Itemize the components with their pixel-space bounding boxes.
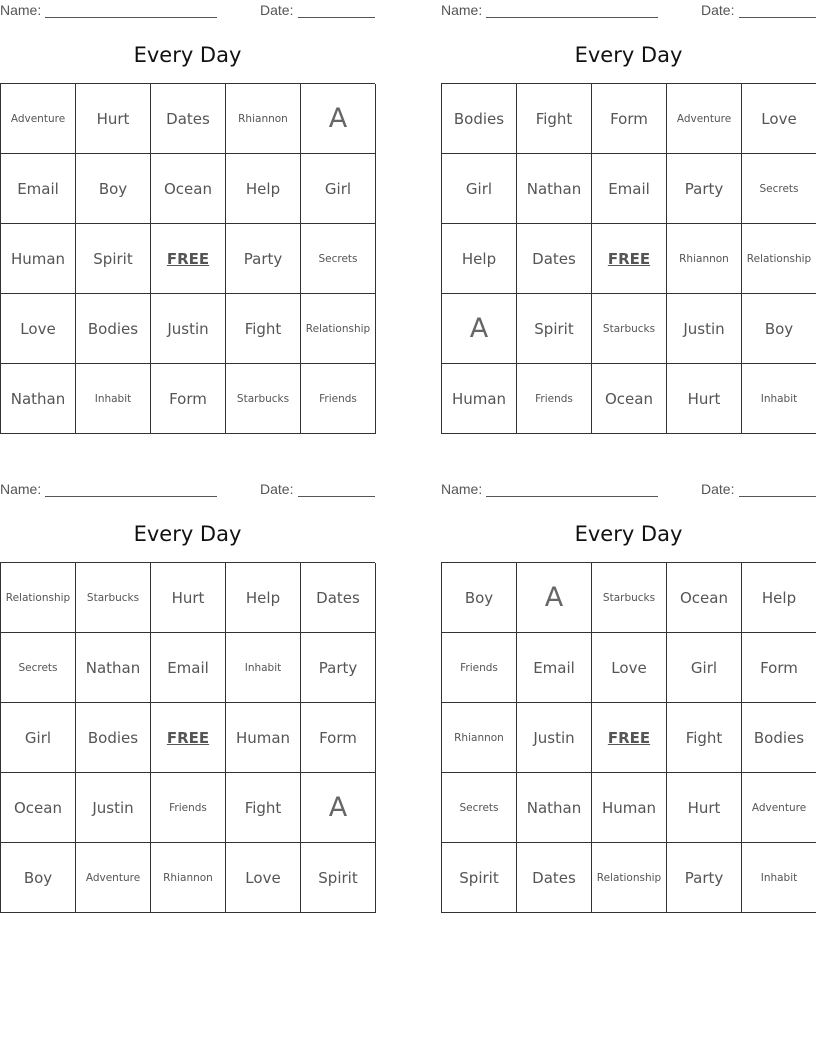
bingo-cell: Justin — [151, 294, 226, 364]
card-header — [441, 481, 816, 499]
bingo-cell: A — [301, 773, 376, 843]
name-label: Name: — [441, 481, 483, 497]
bingo-cell: Adventure — [742, 773, 816, 843]
bingo-cell: Help — [742, 563, 816, 633]
bingo-cell: Love — [592, 633, 667, 703]
bingo-cell: Justin — [517, 703, 592, 773]
bingo-cell: Dates — [301, 563, 376, 633]
bingo-cell: Girl — [1, 703, 76, 773]
bingo-cell: Hurt — [151, 563, 226, 633]
bingo-cell: Human — [592, 773, 667, 843]
bingo-cell: Rhiannon — [667, 224, 742, 294]
bingo-cell: Starbucks — [592, 563, 667, 633]
bingo-cell: Help — [442, 224, 517, 294]
bingo-cell: Dates — [517, 843, 592, 913]
bingo-cell: Girl — [301, 154, 376, 224]
bingo-cell: Party — [226, 224, 301, 294]
bingo-grid — [0, 562, 375, 913]
bingo-cell: Party — [667, 843, 742, 913]
bingo-cell: Starbucks — [226, 364, 301, 434]
bingo-card-1 — [0, 0, 375, 440]
bingo-cell: Spirit — [76, 224, 151, 294]
bingo-cell: Boy — [1, 843, 76, 913]
bingo-cell: Email — [151, 633, 226, 703]
bingo-cell: Dates — [517, 224, 592, 294]
bingo-cell: Justin — [667, 294, 742, 364]
date-label: Date: — [701, 481, 735, 497]
bingo-cell: Love — [742, 84, 816, 154]
date-line — [298, 17, 375, 18]
bingo-cell: Friends — [151, 773, 226, 843]
bingo-cell: Email — [517, 633, 592, 703]
bingo-cell: Human — [1, 224, 76, 294]
bingo-cell: Help — [226, 154, 301, 224]
bingo-cell: Bodies — [742, 703, 816, 773]
bingo-cell: Help — [226, 563, 301, 633]
name-label: Name: — [441, 2, 483, 18]
bingo-cell: Relationship — [1, 563, 76, 633]
bingo-cell: Human — [226, 703, 301, 773]
card-header — [441, 2, 816, 20]
bingo-cell: A — [517, 563, 592, 633]
bingo-cell: Human — [442, 364, 517, 434]
bingo-cell: Email — [1, 154, 76, 224]
name-label: Name: — [0, 481, 42, 497]
bingo-cell: Starbucks — [592, 294, 667, 364]
bingo-card-4 — [441, 479, 816, 919]
bingo-cell: Form — [151, 364, 226, 434]
name-line — [486, 17, 658, 18]
bingo-cell: Party — [301, 633, 376, 703]
bingo-cell: Hurt — [667, 773, 742, 843]
bingo-cell: Love — [1, 294, 76, 364]
bingo-cell: Justin — [76, 773, 151, 843]
bingo-cell: Inhabit — [226, 633, 301, 703]
card-title: Every Day — [133, 43, 242, 67]
bingo-cell: Friends — [517, 364, 592, 434]
bingo-grid — [441, 562, 816, 913]
free-space-cell: FREE — [151, 224, 226, 294]
bingo-card-2 — [441, 0, 816, 440]
bingo-cell: Nathan — [1, 364, 76, 434]
card-title: Every Day — [574, 522, 683, 546]
bingo-cell: Adventure — [1, 84, 76, 154]
bingo-cell: Relationship — [742, 224, 816, 294]
bingo-card-3 — [0, 479, 375, 919]
bingo-cell: Friends — [301, 364, 376, 434]
date-line — [298, 496, 375, 497]
bingo-cell: Rhiannon — [151, 843, 226, 913]
bingo-cell: Starbucks — [76, 563, 151, 633]
bingo-cell: Secrets — [301, 224, 376, 294]
date-label: Date: — [260, 481, 294, 497]
bingo-cell: A — [442, 294, 517, 364]
bingo-cell: Dates — [151, 84, 226, 154]
bingo-cell: A — [301, 84, 376, 154]
date-label: Date: — [260, 2, 294, 18]
bingo-cell: Secrets — [742, 154, 816, 224]
bingo-cell: Fight — [226, 773, 301, 843]
bingo-cell: Boy — [76, 154, 151, 224]
bingo-cell: Hurt — [667, 364, 742, 434]
free-space-cell: FREE — [151, 703, 226, 773]
card-header — [0, 481, 375, 499]
name-line — [45, 496, 217, 497]
bingo-cell: Email — [592, 154, 667, 224]
bingo-cell: Friends — [442, 633, 517, 703]
name-label: Name: — [0, 2, 42, 18]
card-header — [0, 2, 375, 20]
bingo-grid — [441, 83, 816, 434]
bingo-cell: Form — [301, 703, 376, 773]
bingo-cell: Adventure — [76, 843, 151, 913]
bingo-cell: Ocean — [1, 773, 76, 843]
bingo-cell: Party — [667, 154, 742, 224]
name-line — [45, 17, 217, 18]
bingo-cell: Fight — [667, 703, 742, 773]
bingo-cell: Ocean — [151, 154, 226, 224]
bingo-cell: Rhiannon — [226, 84, 301, 154]
bingo-cell: Relationship — [592, 843, 667, 913]
bingo-cell: Inhabit — [742, 364, 816, 434]
bingo-cell: Nathan — [517, 773, 592, 843]
date-label: Date: — [701, 2, 735, 18]
bingo-cell: Boy — [742, 294, 816, 364]
bingo-cell: Inhabit — [76, 364, 151, 434]
card-title: Every Day — [133, 522, 242, 546]
bingo-cell: Spirit — [301, 843, 376, 913]
name-line — [486, 496, 658, 497]
bingo-cell: Love — [226, 843, 301, 913]
bingo-cell: Boy — [442, 563, 517, 633]
bingo-cell: Secrets — [1, 633, 76, 703]
bingo-cell: Spirit — [442, 843, 517, 913]
free-space-cell: FREE — [592, 703, 667, 773]
bingo-cell: Bodies — [76, 294, 151, 364]
bingo-cell: Hurt — [76, 84, 151, 154]
bingo-cell: Ocean — [667, 563, 742, 633]
free-space-cell: FREE — [592, 224, 667, 294]
bingo-cell: Girl — [442, 154, 517, 224]
bingo-cell: Secrets — [442, 773, 517, 843]
bingo-cell: Fight — [517, 84, 592, 154]
bingo-cell: Spirit — [517, 294, 592, 364]
date-line — [739, 17, 816, 18]
bingo-cell: Form — [592, 84, 667, 154]
bingo-cell: Nathan — [517, 154, 592, 224]
bingo-cell: Bodies — [76, 703, 151, 773]
bingo-cell: Rhiannon — [442, 703, 517, 773]
card-title: Every Day — [574, 43, 683, 67]
bingo-cell: Ocean — [592, 364, 667, 434]
bingo-cell: Bodies — [442, 84, 517, 154]
bingo-cell: Nathan — [76, 633, 151, 703]
bingo-cell: Fight — [226, 294, 301, 364]
bingo-grid — [0, 83, 375, 434]
bingo-cell: Inhabit — [742, 843, 816, 913]
date-line — [739, 496, 816, 497]
bingo-cell: Form — [742, 633, 816, 703]
bingo-cell: Adventure — [667, 84, 742, 154]
bingo-cell: Relationship — [301, 294, 376, 364]
bingo-cell: Girl — [667, 633, 742, 703]
